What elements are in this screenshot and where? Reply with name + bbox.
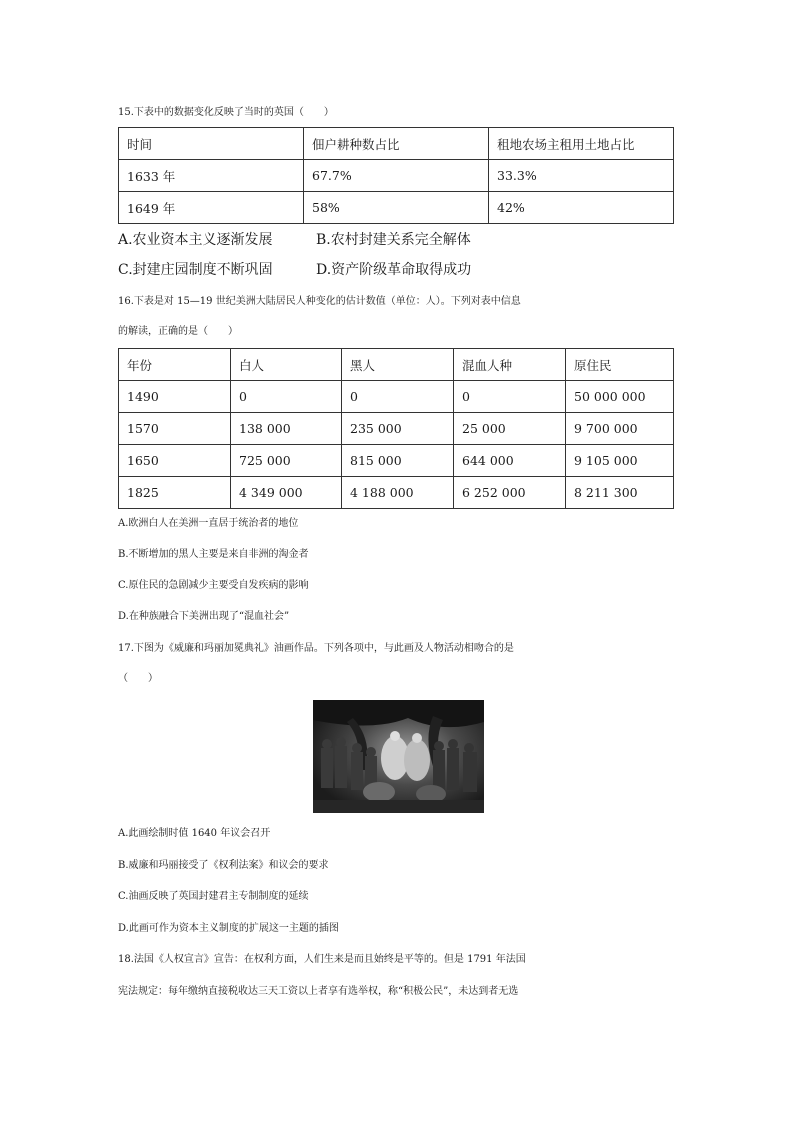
table-cell: 33.3% — [489, 160, 674, 192]
table-cell: 42% — [489, 192, 674, 224]
table-cell: 4 349 000 — [231, 477, 342, 509]
table-row — [119, 192, 674, 224]
table-header-cell: 时间 — [119, 128, 304, 160]
q15-option-a: A.农业资本主义逐渐发展 — [118, 232, 273, 248]
table-cell: 8 211 300 — [566, 477, 674, 509]
q16-option-b: B.不断增加的黑人主要是来自非洲的淘金者 — [118, 549, 309, 560]
painting-image — [313, 700, 484, 813]
q15-table — [118, 127, 674, 224]
table-cell: 58% — [304, 192, 489, 224]
table-cell: 1633 年 — [119, 160, 304, 192]
table-cell: 4 188 000 — [342, 477, 454, 509]
table-cell: 1825 — [119, 477, 231, 509]
table-header-cell: 白人 — [231, 349, 342, 381]
table-row — [119, 349, 674, 381]
table-row — [119, 381, 674, 413]
table-cell: 6 252 000 — [454, 477, 566, 509]
table-cell: 644 000 — [454, 445, 566, 477]
table-header-cell: 混血人种 — [454, 349, 566, 381]
table-cell: 1649 年 — [119, 192, 304, 224]
table-cell: 0 — [342, 381, 454, 413]
q16-table — [118, 348, 674, 509]
table-row — [119, 160, 674, 192]
q15-stem: 15.下表中的数据变化反映了当时的英国（ ） — [118, 107, 334, 118]
table-cell: 50 000 000 — [566, 381, 674, 413]
table-cell: 815 000 — [342, 445, 454, 477]
table-cell: 235 000 — [342, 413, 454, 445]
table-cell: 9 105 000 — [566, 445, 674, 477]
table-row — [119, 477, 674, 509]
q17-option-c: C.油画反映了英国封建君主专制制度的延续 — [118, 891, 309, 902]
table-cell: 1490 — [119, 381, 231, 413]
table-header-cell: 佃户耕种数占比 — [304, 128, 489, 160]
q18-line1: 18.法国《人权宣言》宣告：在权利方面，人们生来是而且始终是平等的。但是 1791 年法国 — [118, 954, 526, 965]
q17-option-d: D.此画可作为资本主义制度的扩展这一主题的插图 — [118, 923, 339, 934]
table-cell: 0 — [454, 381, 566, 413]
q16-stem-line1: 16.下表是对 15—19 世纪美洲大陆居民人种变化的估计数值（单位：人）。下列对表中信息 — [118, 296, 521, 307]
table-cell: 138 000 — [231, 413, 342, 445]
table-header-cell: 租地农场主租用土地占比 — [489, 128, 674, 160]
table-cell: 25 000 — [454, 413, 566, 445]
q17-stem-line2: （ ） — [118, 673, 158, 684]
table-header-cell: 原住民 — [566, 349, 674, 381]
q17-stem-line1: 17.下图为《威廉和玛丽加冕典礼》油画作品。下列各项中，与此画及人物活动相吻合的是 — [118, 643, 514, 654]
q16-stem-line2: 的解读，正确的是（ ） — [118, 326, 238, 337]
q18-line2: 宪法规定：每年缴纳直接税收达三天工资以上者享有选举权，称“积极公民”，未达到者无选 — [118, 986, 519, 997]
q15-option-d: D.资产阶级革命取得成功 — [316, 262, 472, 278]
table-cell: 1570 — [119, 413, 231, 445]
q16-option-c: C.原住民的急剧减少主要受自发疾病的影响 — [118, 580, 309, 591]
table-header-cell: 年份 — [119, 349, 231, 381]
table-cell: 1650 — [119, 445, 231, 477]
table-row — [119, 413, 674, 445]
table-cell: 0 — [231, 381, 342, 413]
q15-option-c: C.封建庄园制度不断巩固 — [118, 262, 273, 278]
q16-option-a: A.欧洲白人在美洲一直居于统治者的地位 — [118, 518, 299, 529]
coronation-painting — [313, 700, 484, 813]
table-cell: 9 700 000 — [566, 413, 674, 445]
q16-option-d: D.在种族融合下美洲出现了“混血社会” — [118, 611, 290, 622]
table-cell: 725 000 — [231, 445, 342, 477]
table-header-cell: 黑人 — [342, 349, 454, 381]
q17-option-a: A.此画绘制时值 1640 年议会召开 — [118, 828, 271, 839]
q17-option-b: B.威廉和玛丽接受了《权利法案》和议会的要求 — [118, 860, 329, 871]
table-row — [119, 128, 674, 160]
q15-option-b: B.农村封建关系完全解体 — [316, 232, 471, 248]
table-cell: 67.7% — [304, 160, 489, 192]
table-row — [119, 445, 674, 477]
